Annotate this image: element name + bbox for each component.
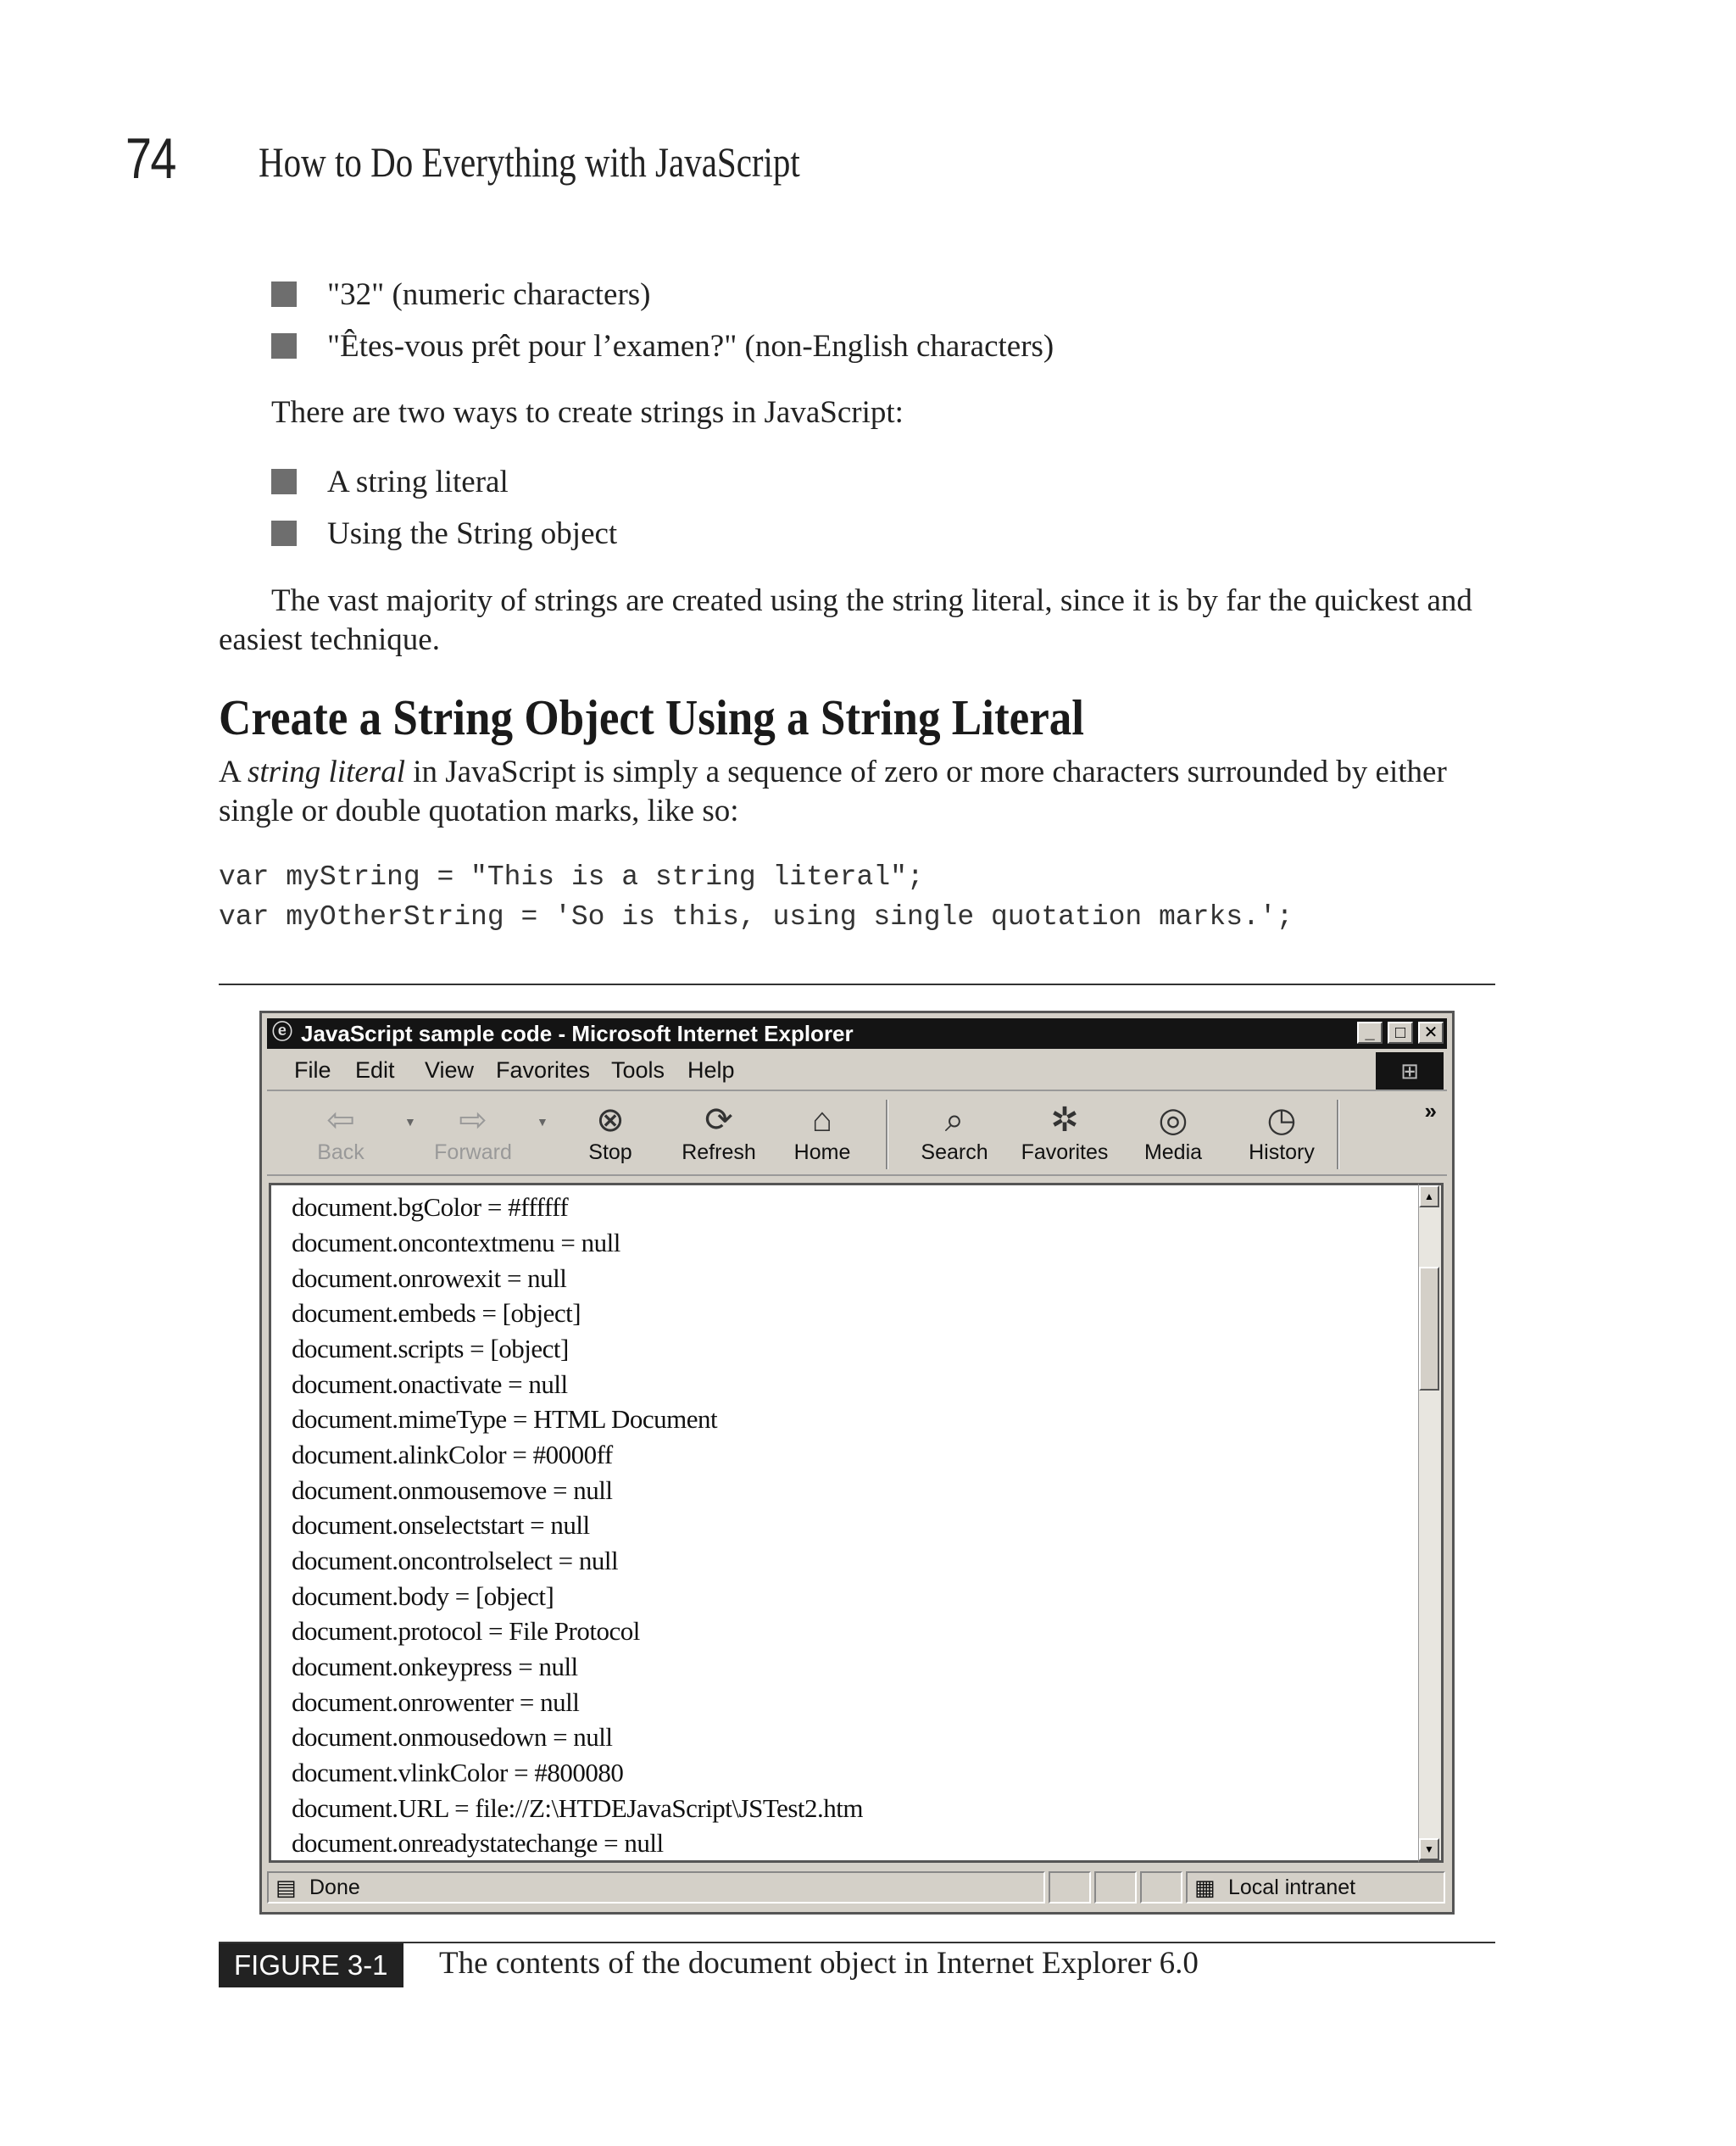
- list-item: document.onmousedown = null: [292, 1722, 613, 1752]
- menu-help[interactable]: Help: [687, 1057, 735, 1083]
- list-item: document.oncontrolselect = null: [292, 1546, 619, 1575]
- list-item: document.protocol = File Protocol: [292, 1616, 640, 1646]
- title-bar: [267, 1018, 1447, 1049]
- history-button[interactable]: ◷ History: [1235, 1100, 1328, 1165]
- search-icon: ⌕: [944, 1101, 965, 1139]
- close-button[interactable]: ✕: [1418, 1022, 1444, 1044]
- toolbar-separator: [1337, 1100, 1339, 1169]
- list-item: document.onactivate = null: [292, 1369, 568, 1399]
- list-item: document.onrowexit = null: [292, 1263, 567, 1293]
- menu-bar: [267, 1052, 1447, 1091]
- scroll-down-icon[interactable]: ▼: [1419, 1838, 1439, 1860]
- media-icon: ◎: [1158, 1101, 1188, 1139]
- page-number: 74: [125, 126, 175, 191]
- paragraph-majority: The vast majority of strings are created using the string literal, since it is by far the quickest and easiest technique.: [219, 583, 1472, 657]
- forward-arrow-icon: ⇨: [459, 1101, 487, 1139]
- figure-top-rule: [219, 984, 1495, 985]
- paragraph-definition: A string literal in JavaScript is simply a sequence of zero or more characters surrounded by either single or double quotation marks, like so:: [219, 755, 1447, 828]
- zone-indicator: ▦ Local intranet: [1186, 1871, 1445, 1904]
- menu-view[interactable]: View: [425, 1057, 475, 1083]
- list-item: document.mimeType = HTML Document: [292, 1404, 718, 1434]
- status-bar: [267, 1870, 1447, 1907]
- vertical-scrollbar[interactable]: [1418, 1183, 1444, 1863]
- window-title: JavaScript sample code - Microsoft Internet Explorer: [301, 1021, 854, 1046]
- term: string literal: [247, 755, 405, 789]
- favorites-icon: ✲: [1050, 1101, 1079, 1139]
- menu-favorites[interactable]: Favorites: [496, 1057, 591, 1083]
- list-item: document.scripts = [object]: [292, 1334, 569, 1363]
- list-item: "Êtes-vous prêt pour l’examen?" (non-English characters): [271, 326, 1054, 367]
- list-item: document.embeds = [object]: [292, 1298, 581, 1328]
- status-cell: [1049, 1871, 1091, 1904]
- running-title: How to Do Everything with JavaScript: [259, 138, 800, 186]
- windows-logo-icon: ⊞: [1376, 1052, 1444, 1090]
- list-item: document.onkeypress = null: [292, 1652, 578, 1681]
- minimize-button[interactable]: _: [1357, 1022, 1383, 1044]
- favorites-button[interactable]: ✲ Favorites: [1018, 1100, 1111, 1165]
- list-item: document.URL = file://Z:\HTDEJavaScript\JSTest2.htm: [292, 1793, 864, 1823]
- menu-edit[interactable]: Edit: [355, 1057, 395, 1083]
- refresh-button[interactable]: ⟳ Refresh: [672, 1100, 765, 1165]
- menu-tools[interactable]: Tools: [611, 1057, 665, 1083]
- list-item: document.onmousemove = null: [292, 1475, 613, 1505]
- page-content: [269, 1183, 1418, 1863]
- refresh-icon: ⟳: [704, 1101, 733, 1139]
- list-item: document.onrowenter = null: [292, 1687, 580, 1717]
- home-icon: ⌂: [811, 1101, 833, 1139]
- list-item: document.vlinkColor = #800080: [292, 1758, 624, 1787]
- figure-label: FIGURE 3-1: [219, 1943, 403, 1987]
- code-line: var myString = "This is a string literal";: [219, 861, 924, 893]
- intranet-icon: ▦: [1194, 1875, 1216, 1900]
- browser-window: [259, 1011, 1455, 1915]
- back-arrow-icon: ⇦: [326, 1101, 355, 1139]
- toolbar-overflow-chevron-icon[interactable]: »: [1424, 1098, 1437, 1123]
- list-item: document.onreadystatechange = null: [292, 1828, 664, 1858]
- list-item: document.oncontextmenu = null: [292, 1228, 620, 1257]
- stop-button[interactable]: ⊗ Stop: [564, 1100, 657, 1165]
- section-heading: Create a String Object Using a String Literal: [219, 689, 1085, 745]
- status-text: ▤ Done: [267, 1871, 1045, 1904]
- history-icon: ◷: [1266, 1101, 1297, 1139]
- forward-dropdown-icon[interactable]: ▼: [537, 1115, 548, 1129]
- forward-button[interactable]: ⇨ Forward: [426, 1100, 520, 1165]
- list-item: document.body = [object]: [292, 1581, 554, 1611]
- page-done-icon: ▤: [275, 1875, 297, 1900]
- scroll-up-icon[interactable]: ▲: [1419, 1185, 1439, 1207]
- status-cell: [1094, 1871, 1137, 1904]
- stop-icon: ⊗: [596, 1101, 625, 1139]
- toolbar-separator: [886, 1100, 888, 1169]
- scroll-thumb[interactable]: [1419, 1267, 1439, 1391]
- menu-file[interactable]: File: [294, 1057, 331, 1083]
- toolbar: [267, 1093, 1447, 1176]
- back-dropdown-icon[interactable]: ▼: [404, 1115, 416, 1129]
- back-button[interactable]: ⇦ Back: [294, 1100, 387, 1165]
- list-item: "32" (numeric characters): [271, 275, 651, 315]
- paragraph-intro: There are two ways to create strings in JavaScript:: [271, 395, 904, 430]
- code-line: var myOtherString = 'So is this, using single quotation marks.';: [219, 901, 1294, 933]
- list-item: document.alinkColor = #0000ff: [292, 1440, 613, 1469]
- status-cell: [1140, 1871, 1182, 1904]
- figure-caption: The contents of the document object in Internet Explorer 6.0: [439, 1946, 1199, 1981]
- ie-logo-icon: ⓔ: [272, 1021, 292, 1044]
- list-item: Using the String object: [271, 514, 617, 555]
- list-item: A string literal: [271, 462, 509, 503]
- media-button[interactable]: ◎ Media: [1127, 1100, 1220, 1165]
- figure-bottom-rule: [219, 1942, 1495, 1943]
- list-item: document.bgColor = #ffffff: [292, 1192, 569, 1222]
- list-item: document.onselectstart = null: [292, 1510, 590, 1540]
- maximize-button[interactable]: □: [1388, 1022, 1413, 1044]
- home-button[interactable]: ⌂ Home: [776, 1100, 869, 1165]
- search-button[interactable]: ⌕ Search: [908, 1100, 1001, 1165]
